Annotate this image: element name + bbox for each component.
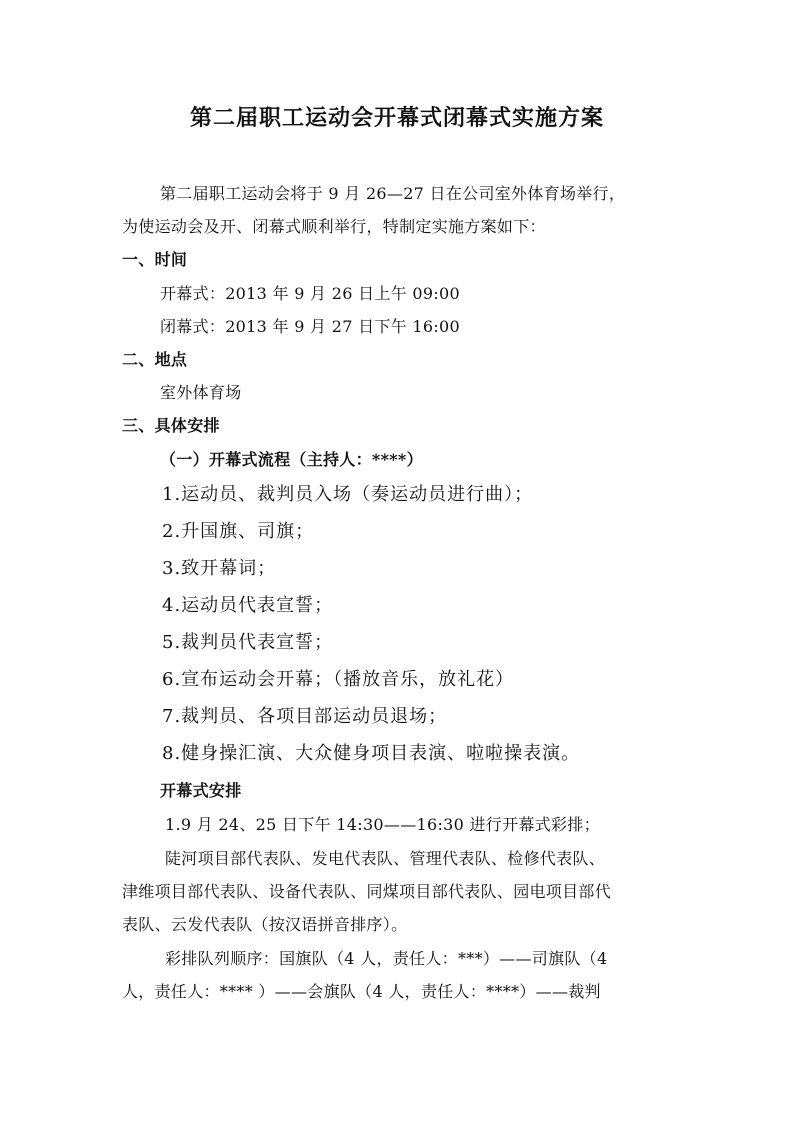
order-line-1: 彩排队列顺序：国旗队（4 人，责任人：***）——司旗队（4 (165, 949, 608, 968)
flow-step: 8.健身操汇演、大众健身项目表演、啦啦操表演。 (162, 743, 581, 764)
opening-time: 开幕式：2013 年 9 月 26 日上午 09:00 (160, 284, 460, 303)
flow-step: 1.运动员、裁判员入场（奏运动员进行曲）； (162, 484, 534, 505)
closing-time: 闭幕式：2013 年 9 月 27 日下午 16:00 (160, 317, 460, 336)
section-heading-arrangement: 三、具体安排 (122, 416, 220, 435)
teams-line-1: 陡河项目部代表队、发电代表队、管理代表队、检修代表队、 (165, 849, 606, 868)
flow-step: 5.裁判员代表宣誓； (162, 632, 334, 653)
section-heading-place: 二、地点 (122, 350, 188, 369)
flow-step: 4.运动员代表宣誓； (162, 595, 334, 616)
teams-line-3: 表队、云发代表队（按汉语拼音排序）。 (122, 915, 408, 934)
place-text: 室外体育场 (160, 383, 242, 402)
intro-line-2: 为使运动会及开、闭幕式顺利举行，特制定实施方案如下： (122, 217, 546, 236)
intro-line-1: 第二届职工运动会将于 9 月 26—27 日在公司室外体育场举行， (160, 184, 626, 203)
document-title: 第二届职工运动会开幕式闭幕式实施方案 (189, 105, 604, 131)
section-heading-time: 一、时间 (122, 250, 188, 269)
subheading-opening-flow: （一）开幕式流程（主持人：****） (160, 450, 423, 469)
flow-step: 6.宣布运动会开幕；（播放音乐，放礼花） (162, 669, 515, 690)
flow-step: 2.升国旗、司旗； (162, 521, 315, 542)
flow-step: 3.致开幕词； (162, 558, 277, 579)
teams-line-2: 津维项目部代表队、设备代表队、同煤项目部代表队、园电项目部代 (122, 882, 612, 901)
arrangement-heading: 开幕式安排 (160, 781, 242, 800)
rehearsal-line: 1.9 月 24、25 日下午 14:30——16:30 进行开幕式彩排； (165, 815, 600, 834)
flow-step: 7.裁判员、各项目部运动员退场； (162, 706, 448, 727)
order-line-2: 人，责任人：**** ）——会旗队（4 人，责任人：****）——裁判 (122, 982, 601, 1001)
